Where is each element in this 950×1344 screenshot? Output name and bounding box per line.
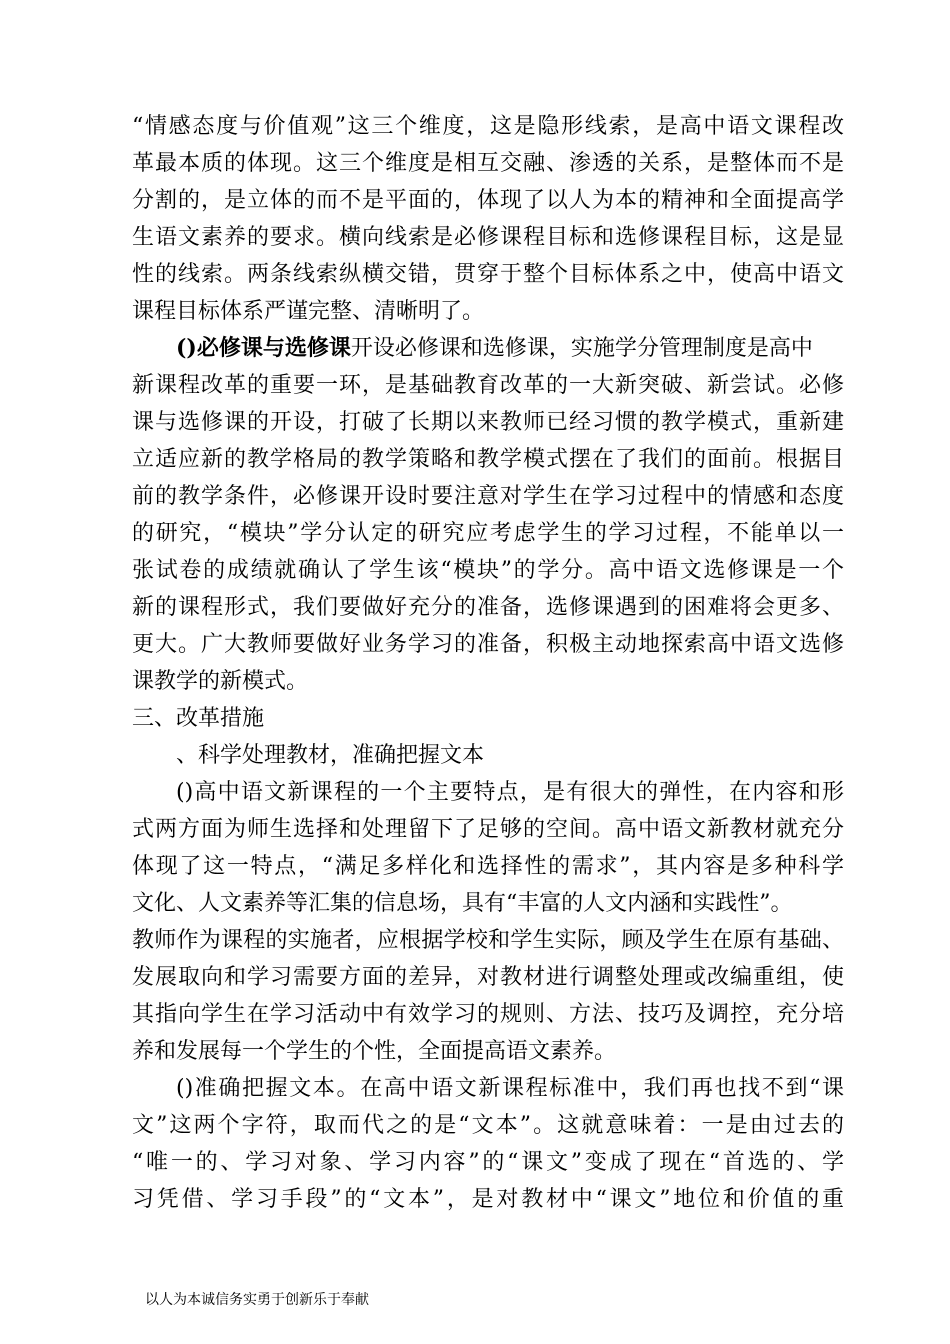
text-line: 课与选修课的开设，打破了长期以来教师已经习惯的教学模式，重新建 <box>132 410 844 435</box>
text-line: ()准确把握文本。在高中语文新课程标准中，我们再也找不到“课 <box>176 1076 844 1101</box>
text-line: 文”这两个字符，取而代之的是“文本”。这就意味着：一是由过去的 <box>132 1113 844 1138</box>
text-line: 张试卷的成绩就确认了学生该“模块”的学分。高中语文选修课是一个 <box>132 558 844 583</box>
text-line: 式两方面为师生选择和处理留下了足够的空间。高中语文新教材就充分 <box>132 817 844 842</box>
text-line: 更大。广大教师要做好业务学习的准备，积极主动地探索高中语文选修 <box>132 632 844 657</box>
text-line: 习凭借、学习手段”的“文本”，是对教材中“课文”地位和价值的重 <box>132 1187 844 1212</box>
text-line: 课程目标体系严谨完整、清晰明了。 <box>132 299 485 324</box>
text-line: 分割的，是立体的而不是平面的，体现了以人为本的精神和全面提高学 <box>132 188 844 213</box>
document-body <box>132 108 844 1218</box>
text-span: 开设必修课和选修课，实施学分管理制度是高中 <box>350 336 813 361</box>
text-line: 新课程改革的重要一环，是基础教育改革的一大新突破、新尝试。必修 <box>132 373 844 398</box>
text-line: 新的课程形式，我们要做好充分的准备，选修课遇到的困难将会更多、 <box>132 595 844 620</box>
text-line: 体现了这一特点，“满足多样化和选择性的需求”，其内容是多种科学 <box>132 854 844 879</box>
text-line: 课教学的新模式。 <box>132 669 309 694</box>
subsection-heading: ()必修课与选修课 <box>176 335 351 361</box>
text-line: 立适应新的教学格局的教学策略和教学模式摆在了我们的面前。根据目 <box>132 447 844 472</box>
text-line: ()高中语文新课程的一个主要特点，是有很大的弹性，在内容和形 <box>176 780 844 805</box>
text-line: “唯一的、学习对象、学习内容”的“课文”变成了现在“首选的、学 <box>132 1150 844 1175</box>
sub-heading: 、科学处理教材，准确把握文本 <box>176 743 485 768</box>
text-line: 的研究，“模块”学分认定的研究应考虑学生的学习过程，不能单以一 <box>132 521 844 546</box>
text-line: 性的线索。两条线索纵横交错，贯穿于整个目标体系之中，使高中语文 <box>132 262 844 287</box>
text-line: 革最本质的体现。这三个维度是相互交融、渗透的关系，是整体而不是 <box>132 151 844 176</box>
text-line: “情感态度与价值观”这三个维度，这是隐形线索，是高中语文课程改 <box>132 114 844 139</box>
paragraph-first-line <box>132 330 844 367</box>
text-line: 其指向学生在学习活动中有效学习的规则、方法、技巧及调控，充分培 <box>132 1002 844 1027</box>
text-line: 前的教学条件，必修课开设时要注意对学生在学习过程中的情感和态度 <box>132 484 844 509</box>
page-footer: 以人为本诚信务实勇于创新乐于奉献 <box>145 1292 369 1308</box>
text-line: 养和发展每一个学生的个性，全面提高语文素养。 <box>132 1039 617 1064</box>
text-line: 文化、人文素养等汇集的信息场，具有“丰富的人文内涵和实践性”。 <box>132 891 793 916</box>
section-heading: 三、改革措施 <box>132 706 265 731</box>
text-line: 教师作为课程的实施者，应根据学校和学生实际，顾及学生在原有基础、 <box>132 928 844 953</box>
text-line: 发展取向和学习需要方面的差异，对教材进行调整处理或改编重组，使 <box>132 965 844 990</box>
text-line: 生语文素养的要求。横向线索是必修课程目标和选修课程目标，这是显 <box>132 225 844 250</box>
